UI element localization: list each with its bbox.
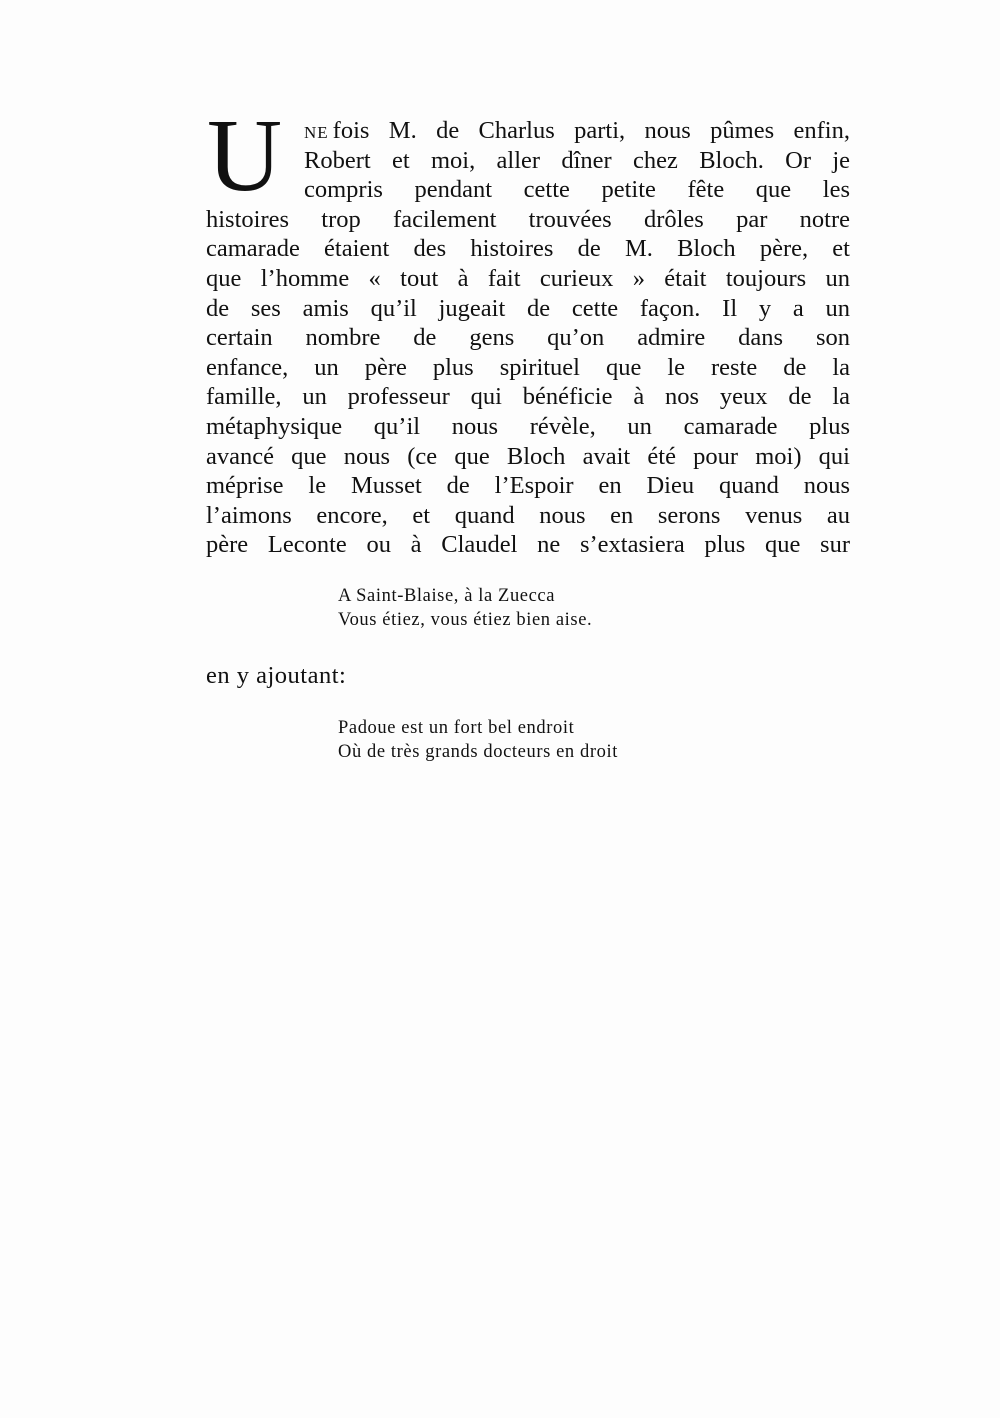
paragraph-line: compris pendant cette petite fête que les [304,176,850,204]
small-caps-opening: NE [304,123,329,142]
paragraph-line: père Leconte ou à Claudel ne s’extasiera plus que sur [206,531,850,559]
paragraph-line: famille, un professeur qui bénéficie à nos yeux de la [206,383,850,411]
transition-text: en y ajoutant: [206,662,347,689]
paragraph-line: méprise le Musset de l’Espoir en Dieu quand nous [206,472,850,500]
paragraph-line: histoires trop facilement trouvées drôles par notre [206,205,850,233]
paragraph-line: Robert et moi, aller dîner chez Bloch. Or je [304,146,850,174]
verse-line: Où de très grands docteurs en droit [338,742,618,762]
verse-line: Padoue est un fort bel endroit [338,718,575,738]
paragraph-line: de ses amis qu’il jugeait de cette façon. Il y a un [206,294,850,322]
paragraph-line: certain nombre de gens qu’on admire dans son [206,324,850,352]
drop-cap: U [207,98,283,213]
paragraph-line: l’aimons encore, et quand nous en serons venus au [206,501,850,529]
paragraph-line: camarade étaient des histoires de M. Bloch père, et [206,235,850,263]
verse-quote-2 [338,716,618,764]
verse-line: A Saint-Blaise, à la Zuecca [338,586,556,606]
paragraph-line: que l’homme « tout à fait curieux » était toujours un [206,264,850,292]
main-paragraph [206,98,850,560]
verse-line: Vous étiez, vous étiez bien aise. [338,610,593,630]
verse-quote-1 [338,584,592,632]
paragraph-line: NE fois M. de Charlus parti, nous pûmes enfin, [304,117,850,144]
paragraph-line: enfance, un père plus spirituel que le reste de la [206,353,850,381]
paragraph-line: avancé que nous (ce que Bloch avait été pour moi) qui [206,442,850,470]
paragraph-line: métaphysique qu’il nous révèle, un camarade plus [206,412,850,440]
